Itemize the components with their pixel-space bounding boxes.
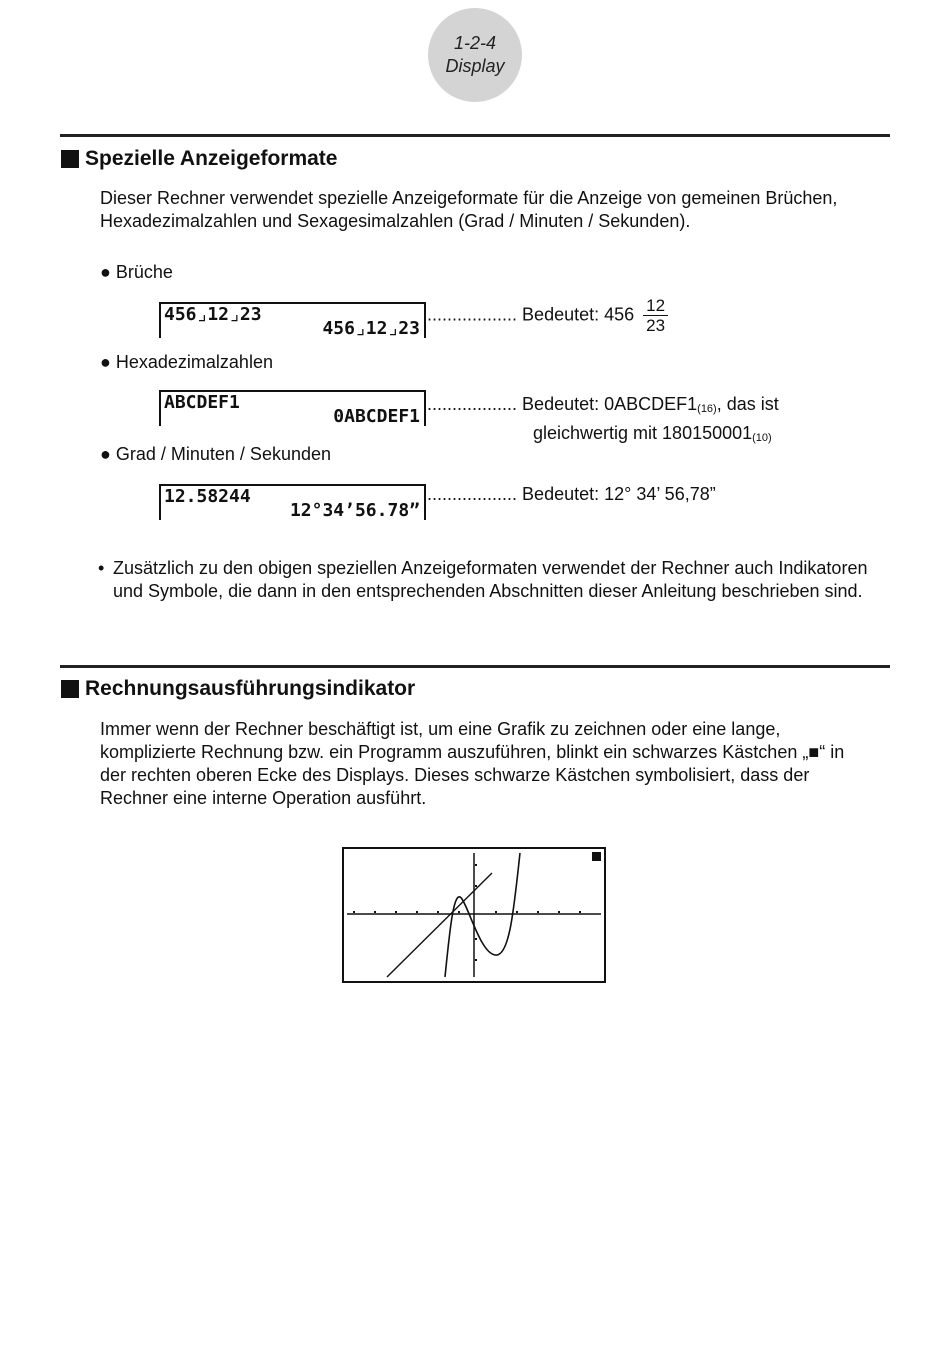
- meaning-text: Bedeutet: 456: [522, 304, 635, 325]
- busy-indicator-icon: [592, 852, 601, 861]
- leader-dots: ..................: [427, 484, 518, 504]
- page-badge: [428, 8, 522, 102]
- square-bullet-icon: [61, 150, 79, 168]
- lcd-line-result: 0ABCDEF1: [333, 406, 420, 427]
- lcd-line-input: 12.58244: [164, 486, 251, 507]
- intro-paragraph: Dieser Rechner verwendet spezielle Anzeigeformate für die Anzeige von gemeinen Brüchen, Hexadezimalzahlen und Sexagesimalzahlen (Grad / Minuten / Sekunden).: [100, 188, 838, 231]
- bullet-label: Grad / Minuten / Sekunden: [115, 444, 332, 464]
- base-subscript: (10): [752, 432, 772, 444]
- section-name: Display: [445, 56, 505, 76]
- lcd-line-input: ABCDEF1: [164, 392, 240, 413]
- meaning-text: Bedeutet: 0ABCDEF1: [522, 394, 698, 414]
- lcd-line-result: 456⌟12⌟23: [322, 318, 420, 339]
- bullet-item: ● Brüche: [100, 262, 173, 282]
- bullet-label: Brüche: [115, 262, 173, 282]
- leader-dots: ..................: [427, 394, 518, 414]
- lcd-line-result: 12°34’56.78”: [289, 500, 420, 521]
- meaning-note: [427, 392, 779, 450]
- lcd-display: [159, 390, 426, 426]
- meaning-text: Bedeutet: 12° 34’ 56,78”: [522, 484, 716, 504]
- fraction: [643, 296, 668, 335]
- meaning-note: [427, 296, 668, 335]
- meaning-text: gleichwertig mit 180150001: [533, 423, 753, 443]
- section-title: Rechnungsausführungsindikator: [85, 677, 416, 700]
- leader-dots: ..................: [427, 304, 518, 325]
- section-rule: [60, 665, 890, 668]
- fraction-denominator: 23: [646, 316, 666, 335]
- body-paragraph: Immer wenn der Rechner beschäftigt ist, um eine Grafik zu zeichnen oder eine lange, komplizierte Rechnung bzw. ein Programm auszuführen, blinkt ein schwarzes Kästchen „■“ in der rechten oberen Ecke des Displays. Dieses schwarze Kästchen symbolisiert, dass der Rechner eine interne Operation ausführt.: [100, 719, 845, 808]
- section-heading: [61, 677, 415, 701]
- note-paragraph: Zusätzlich zu den obigen speziellen Anzeigeformaten verwendet der Rechner auch Indikatoren und Symbole, die dann in den entsprechenden Abschnitten dieser Anleitung beschrieben sind.: [113, 558, 868, 601]
- meaning-text: , das ist: [716, 394, 779, 414]
- bullet-item: ● Grad / Minuten / Sekunden: [100, 444, 332, 464]
- lcd-display: [159, 484, 426, 520]
- note-bullet: •: [98, 558, 105, 578]
- calculator-graph-screen: [342, 847, 606, 983]
- lcd-line-input: 456⌟12⌟23: [164, 304, 262, 325]
- fraction-numerator: 12: [643, 296, 668, 316]
- section-title: Spezielle Anzeigeformate: [85, 147, 338, 170]
- bullet-label: Hexadezimalzahlen: [115, 352, 273, 372]
- page-number: 1-2-4: [453, 33, 497, 53]
- lcd-display: [159, 302, 426, 338]
- square-bullet-icon: [61, 680, 79, 698]
- base-subscript: (16): [697, 403, 717, 415]
- bullet-item: ● Hexadezimalzahlen: [100, 352, 273, 372]
- section-rule: [60, 134, 890, 137]
- meaning-note: [427, 482, 716, 506]
- section-heading: [61, 147, 337, 171]
